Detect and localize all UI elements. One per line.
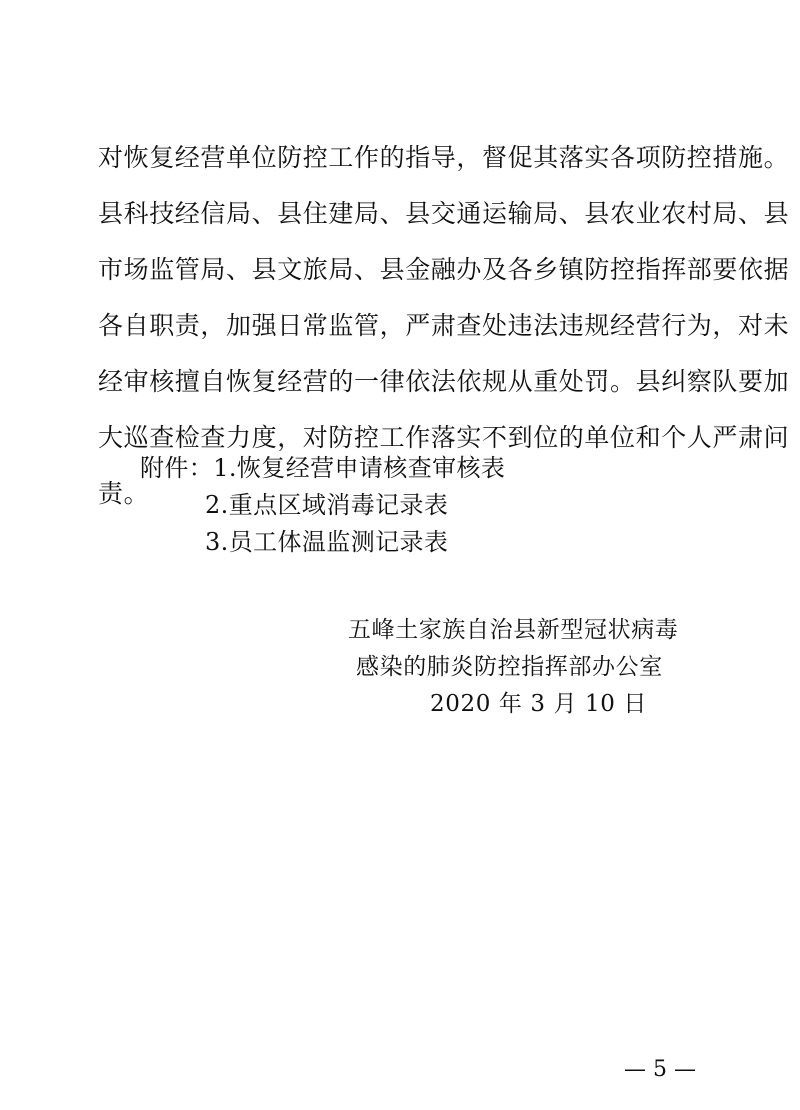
issue-date: 2020 年 3 月 10 日 — [430, 691, 647, 717]
issuing-organization-line-1: 五峰土家族自治县新型冠状病毒 — [348, 617, 679, 643]
body-line: 责。 — [98, 479, 150, 508]
body-line: 市场监管局、县文旅局、县金融办及各乡镇防控指挥部要依据 — [98, 255, 790, 284]
attachments-label: 附件： — [140, 454, 214, 482]
attachment-item-text: 1.恢复经营申请核查审核表 — [213, 454, 506, 482]
page-number: — 5 — — [624, 1057, 696, 1082]
body-line: 大巡查检查力度，对防控工作落实不到位的单位和个人严肃问 — [98, 423, 790, 452]
attachment-item — [140, 450, 640, 487]
issuing-organization-line-2: 感染的肺炎防控指挥部办公室 — [356, 654, 663, 680]
body-line: 对恢复经营单位防控工作的指导，督促其落实各项防控措施。 — [98, 143, 790, 172]
body-line: 各自职责，加强日常监管，严肃查处违法违规经营行为，对未 — [98, 311, 790, 340]
body-line: 县科技经信局、县住建局、县交通运输局、县农业农村局、县 — [98, 199, 790, 228]
attachment-item: 2.重点区域消毒记录表 — [205, 491, 449, 519]
signature-block — [340, 612, 680, 723]
attachments-list — [140, 450, 640, 561]
attachment-item: 3.员工体温监测记录表 — [205, 528, 449, 556]
body-line: 经审核擅自恢复经营的一律依法依规从重处罚。县纠察队要加 — [98, 367, 790, 396]
